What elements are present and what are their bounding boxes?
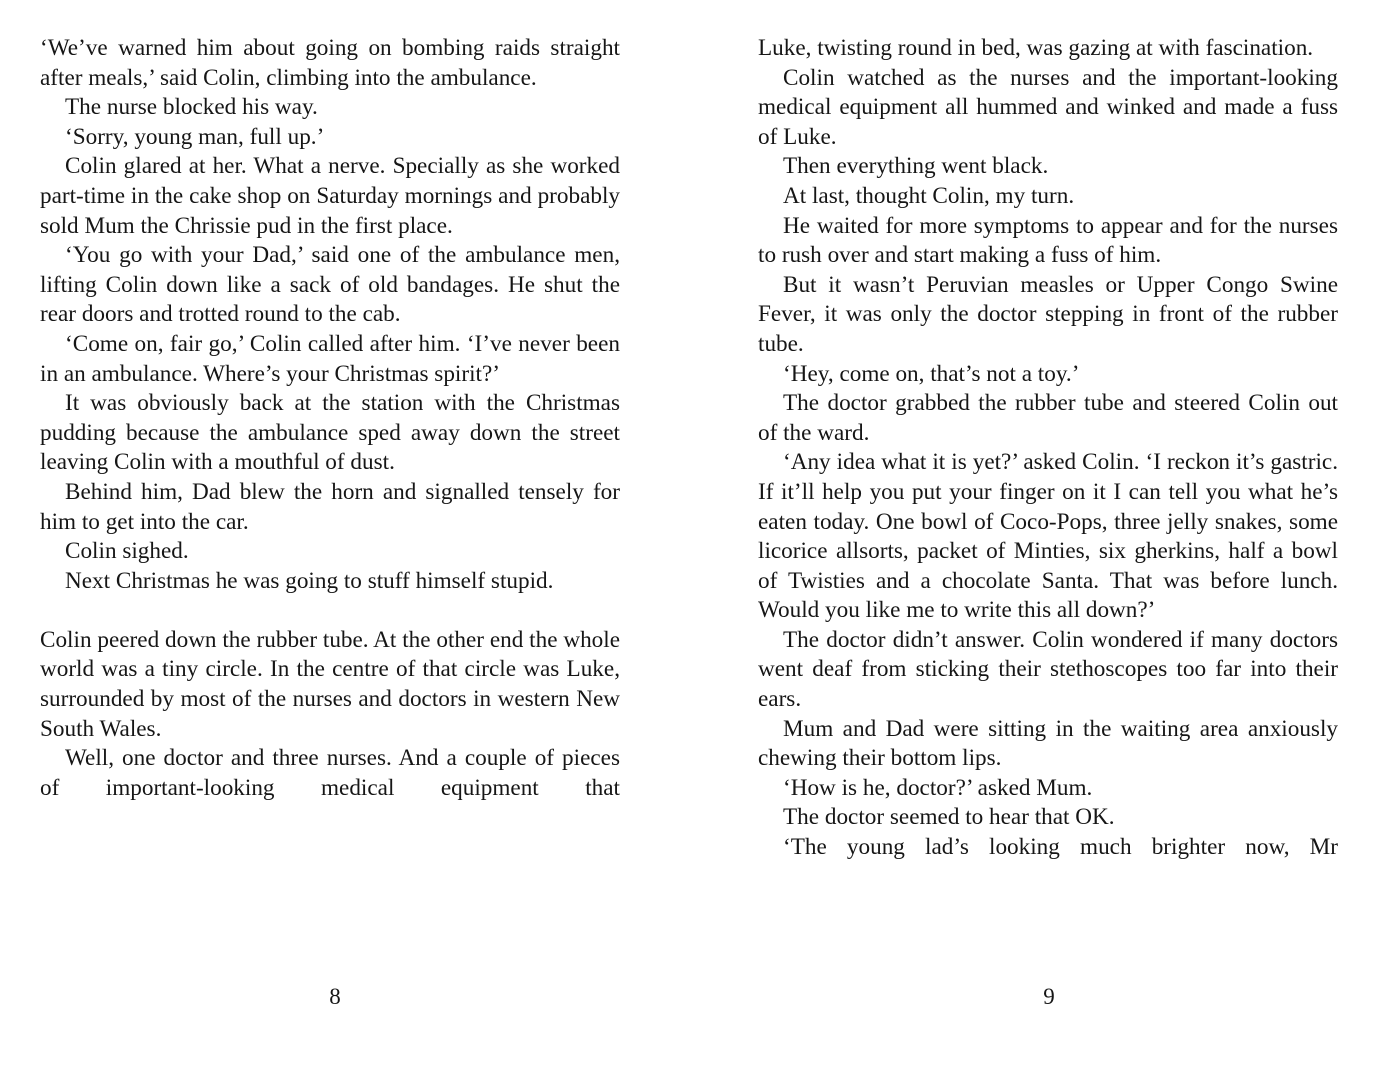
paragraph: Colin glared at her. What a nerve. Specially as she worked part-time in the cake shop on Saturday mornings and probably sold Mum the Chrissie pud in the first place. <box>40 153 620 239</box>
paragraph: ‘Hey, come on, that’s not a toy.’ <box>783 360 1080 387</box>
paragraph: But it wasn’t Peruvian measles or Upper Congo Swine Fever, it was only the doctor stepping in front of the rubber tube. <box>758 271 1338 357</box>
paragraph: ‘You go with your Dad,’ said one of the ambulance men, lifting Colin down like a sack of old bandages. He shut the rear doors and trotted round to the cab. <box>40 242 620 328</box>
paragraph: ‘The young lad’s looking much brighter now, Mr <box>783 834 1338 861</box>
paragraph: ‘We’ve warned him about going on bombing raids straight after meals,’ said Colin, climbing into the ambulance. <box>40 35 620 91</box>
right-page <box>758 34 1338 863</box>
paragraph: Luke, twisting round in bed, was gazing at with fascination. <box>758 35 1314 61</box>
paragraph: Next Christmas he was going to stuff himself stupid. <box>65 567 554 594</box>
paragraph: ‘How is he, doctor?’ asked Mum. <box>783 774 1093 801</box>
paragraph: Behind him, Dad blew the horn and signalled tensely for him to get into the car. <box>40 478 620 535</box>
paragraph: At last, thought Colin, my turn. <box>783 182 1075 209</box>
paragraph: The nurse blocked his way. <box>65 94 318 121</box>
paragraph: ‘Come on, fair go,’ Colin called after him. ‘I’ve never been in an ambulance. Where’s your Christmas spirit?’ <box>40 330 620 387</box>
page-number: 9 <box>1043 984 1055 1009</box>
paragraph: Well, one doctor and three nurses. And a couple of pieces of important-looking medical equipment that <box>40 745 620 801</box>
left-page <box>40 34 620 803</box>
paragraph: ‘Sorry, young man, full up.’ <box>65 123 325 150</box>
paragraph: The doctor didn’t answer. Colin wondered if many doctors went deaf from sticking their stethoscopes too far into their ears. <box>758 626 1338 713</box>
paragraph: The doctor grabbed the rubber tube and steered Colin out of the ward. <box>758 390 1338 446</box>
paragraph: Colin watched as the nurses and the important-looking medical equipment all hummed and winked and made a fuss of Luke. <box>758 64 1338 150</box>
paragraph: It was obviously back at the station with the Christmas pudding because the ambulance sped away down the street leaving Colin with a mouthful of dust. <box>40 390 620 476</box>
paragraph: He waited for more symptoms to appear and for the nurses to rush over and start making a fuss of him. <box>758 212 1338 269</box>
section-break <box>40 596 620 626</box>
paragraph: ‘Any idea what it is yet?’ asked Colin. ‘I reckon it’s gastric. If it’ll help you put your finger on it I can tell you what he’s eaten today. One bowl of Coco-Pops, three jelly snakes, some licorice allsorts, packet of Minties, six gherkins, half a bowl of Twisties and a chocolate Santa. That was before lunch. Would you like me to write this all down?’ <box>758 449 1338 624</box>
paragraph: The doctor seemed to hear that OK. <box>783 804 1115 831</box>
paragraph: Colin sighed. <box>65 538 189 565</box>
paragraph: Then everything went black. <box>783 153 1049 180</box>
paragraph: Colin peered down the rubber tube. At the other end the whole world was a tiny circle. In the centre of that circle was Luke, surrounded by most of the nurses and doctors in western New South Wales. <box>40 626 620 742</box>
page-number: 8 <box>329 984 341 1009</box>
paragraph: Mum and Dad were sitting in the waiting area anxiously chewing their bottom lips. <box>758 715 1338 772</box>
